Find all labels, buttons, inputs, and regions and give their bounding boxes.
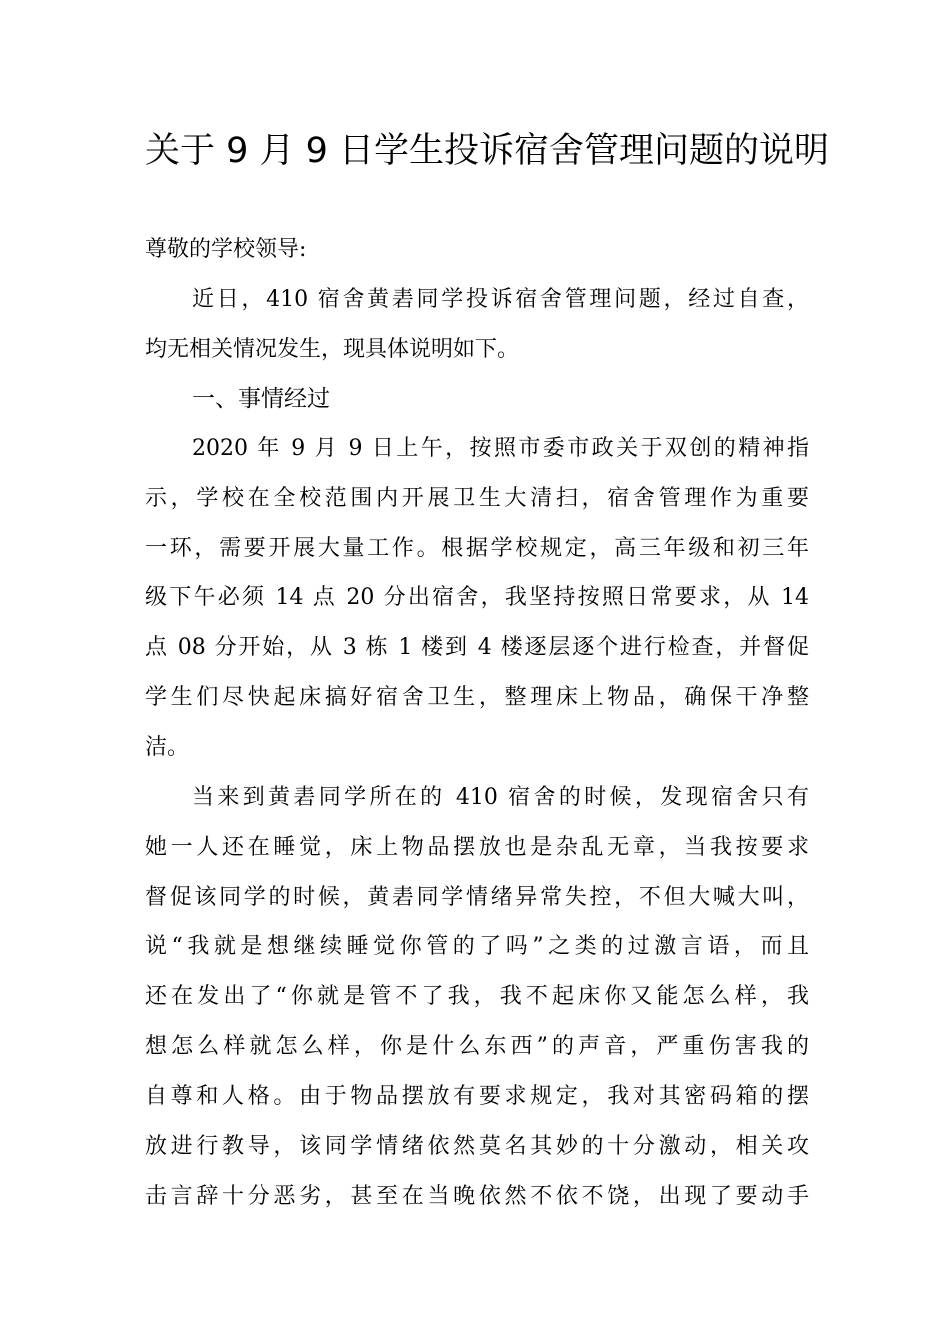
text-line: 放进行教导，该同学情绪依然莫名其妙的十分激动，相关攻 — [145, 1134, 809, 1159]
salutation: 尊敬的学校领导: — [145, 237, 307, 262]
document-title: 关于 9 月 9 日学生投诉宿舍管理问题的说明 — [145, 131, 830, 171]
text-line: 督促该同学的时候，黄砉同学情绪异常失控，不但大喊大叫， — [145, 885, 809, 910]
text-line: 她一人还在睡觉，床上物品摆放也是杂乱无章，当我按要求 — [145, 835, 809, 860]
text-line: 级下午必须 14 点 20 分出宿舍，我坚持按照日常要求，从 14 — [145, 585, 809, 610]
text-line: 当来到黄砉同学所在的 410 宿舍的时候，发现宿舍只有 — [192, 785, 809, 810]
text-line: 均无相关情况发生，现具体说明如下。 — [145, 337, 520, 362]
section-heading: 一、事情经过 — [192, 386, 330, 412]
text-line: 示，学校在全校范围内开展卫生大清扫，宿舍管理作为重要 — [145, 486, 809, 511]
text-line: 说“我就是想继续睡觉你管的了吗”之类的过激言语，而且 — [145, 934, 809, 959]
text-line: 自尊和人格。由于物品摆放有要求规定，我对其密码箱的摆 — [145, 1084, 809, 1109]
text-line: 想怎么样就怎么样，你是什么东西”的声音，严重伤害我的 — [145, 1034, 809, 1059]
text-line: 还在发出了“你就是管不了我，我不起床你又能怎么样，我 — [145, 984, 809, 1009]
text-line: 击言辞十分恶劣，甚至在当晚依然不依不饶，出现了要动手 — [145, 1184, 809, 1209]
text-line: 学生们尽快起床搞好宿舍卫生，整理床上物品，确保干净整 — [145, 685, 809, 710]
text-line: 近日，410 宿舍黄砉同学投诉宿舍管理问题，经过自查， — [192, 287, 809, 312]
text-line: 一环，需要开展大量工作。根据学校规定，高三年级和初三年 — [145, 536, 809, 561]
text-line: 点 08 分开始，从 3 栋 1 楼到 4 楼逐层逐个进行检查，并督促 — [145, 635, 809, 660]
text-line: 2020 年 9 月 9 日上午，按照市委市政关于双创的精神指 — [192, 436, 809, 461]
text-line: 洁。 — [145, 735, 190, 760]
